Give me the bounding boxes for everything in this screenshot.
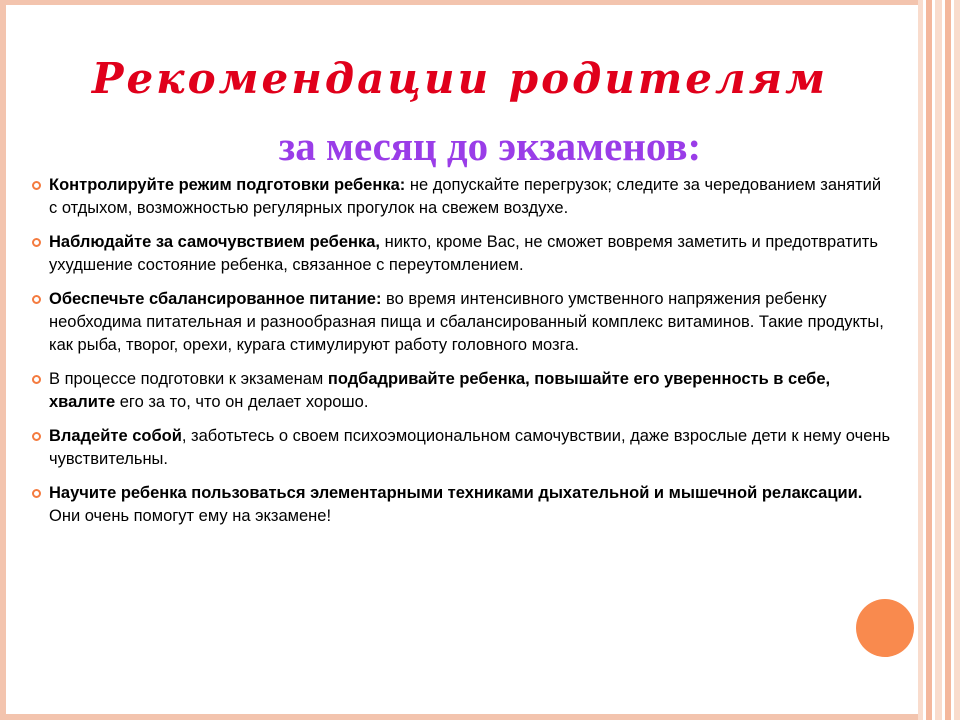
decorative-circle (856, 599, 914, 657)
item-bold-text: подбадривайте ребенка, повышайте его уверенность в себе, хвалите (49, 370, 831, 411)
decorative-stripes (918, 0, 960, 720)
item-text: никто, кроме Вас, не сможет вовремя заметить и предотвратить ухудшение состояние ребенка, связанное с переутомлением. (49, 233, 878, 274)
item-bold-text: Обеспечьте сбалансированное питание: (49, 290, 382, 308)
list-item (32, 174, 892, 220)
bullet-icon (32, 432, 41, 441)
list-item (32, 425, 892, 471)
item-text: во время интенсивного умственного напряжения ребенку необходима питательная и разнообразная пища и сбалансированный комплекс витаминов. Такие продукты, как рыба, творог, орехи, курага стимулируют работу головного мозга. (49, 290, 884, 354)
item-bold-text: Владейте собой (49, 427, 182, 445)
bullet-icon (32, 295, 41, 304)
bullet-icon (32, 181, 41, 190)
list-item (32, 368, 892, 414)
item-bold-text: Научите ребенка пользоваться элементарными техниками дыхательной и мышечной релаксации. (49, 484, 863, 502)
bullet-icon (32, 489, 41, 498)
slide-frame-left (0, 0, 6, 720)
item-text: его за то, что он делает хорошо. (115, 393, 369, 411)
slide-frame-bottom (0, 714, 960, 720)
item-text: , заботьтесь о своем психоэмоциональном самочувствии, даже взрослые дети к нему очень чувствительны. (49, 427, 891, 468)
item-bold-text: Контролируйте режим подготовки ребенка: (49, 176, 406, 194)
slide-frame-top (0, 0, 960, 5)
list-item (32, 288, 892, 357)
item-text: не допускайте перегрузок; следите за чередованием занятий с отдыхом, возможностью регулярных прогулок на свежем воздухе. (49, 176, 882, 217)
list-item (32, 482, 892, 528)
recommendation-list (32, 174, 892, 539)
item-bold-text: Наблюдайте за самочувствием ребенка, (49, 233, 380, 251)
bullet-icon (32, 238, 41, 247)
list-item (32, 231, 892, 277)
item-text: Они очень помогут ему на экзамене! (49, 507, 332, 525)
bullet-icon (32, 375, 41, 384)
slide-subtitle: за месяц до экзаменов: (278, 123, 702, 169)
item-text: В процессе подготовки к экзаменам (49, 370, 328, 388)
slide-title: Рекомендации родителям (91, 54, 829, 103)
